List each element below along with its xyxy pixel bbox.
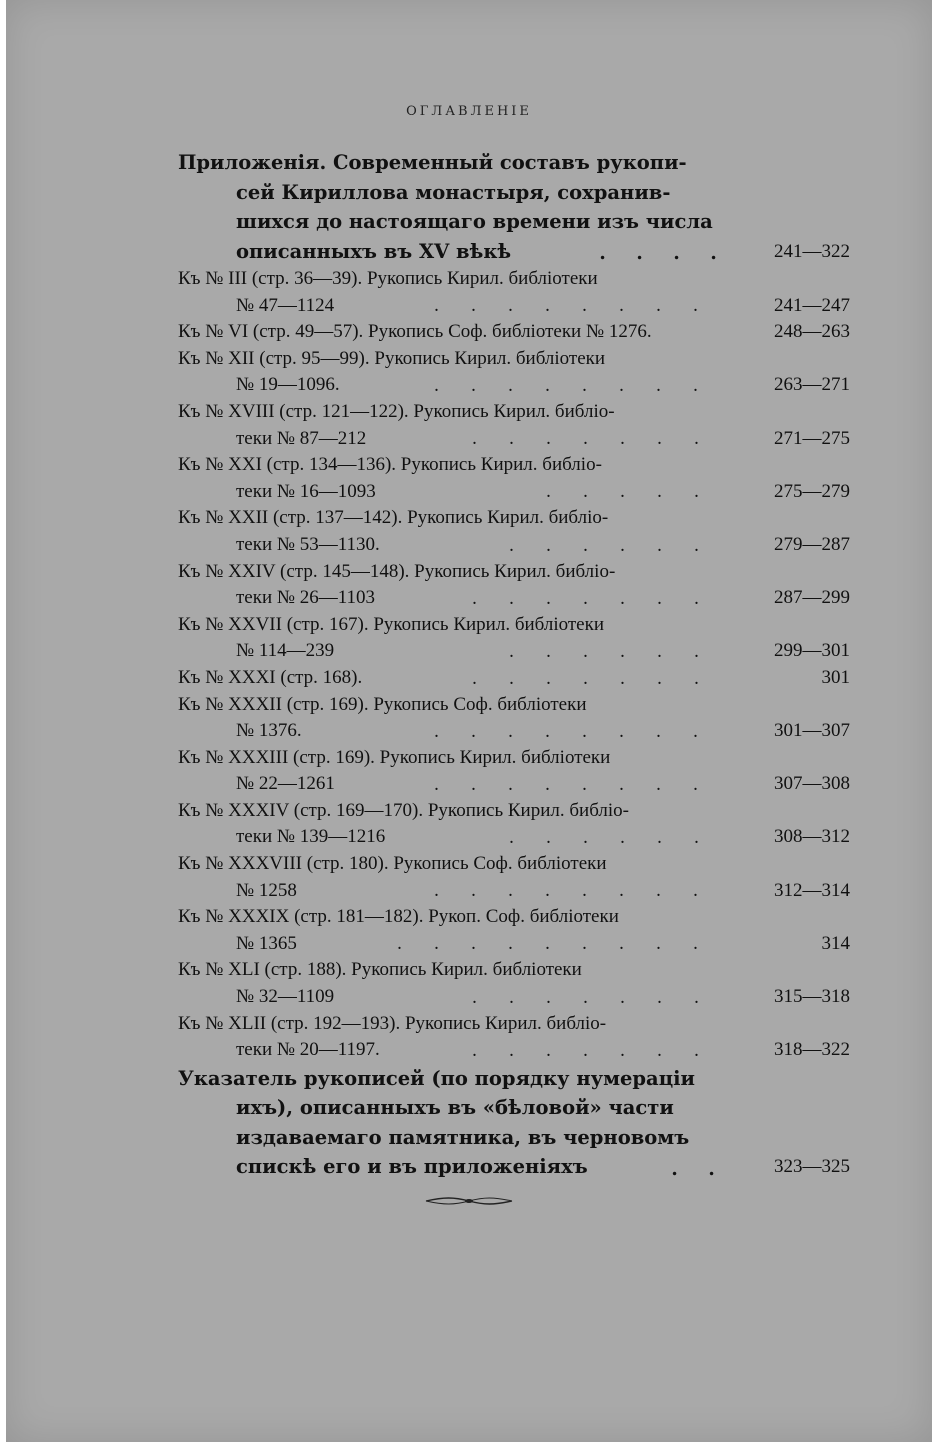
toc-line-text: Къ № XXXVIII (стр. 180). Рукопись Соф. библіотеки [178,853,607,875]
dot-leader: . . . . . [546,481,699,503]
toc-line-text: Къ № III (стр. 36—39). Рукопись Кирил. библіотеки [178,268,598,289]
toc-line [178,293,850,320]
toc-entry [178,1011,850,1064]
dot-leader: . . . . . . . . [434,720,698,742]
toc-line-text: теки № 20—1197. [236,1039,380,1061]
page-range: 279—287 [774,533,850,555]
toc-line [178,692,850,719]
toc-line-text: Къ № XXI (стр. 134—136). Рукопись Кирил. библіо- [178,454,602,476]
page-range: 308—312 [774,826,850,848]
toc-line-text: № 1365 [236,932,297,954]
toc-line-text: Къ № VI (стр. 49—57). Рукопись Соф. библіотеки № 1276. [178,321,652,343]
toc-line [178,638,850,665]
toc-line [178,346,850,373]
toc-line [178,148,850,178]
toc-line-text: спискѣ его и въ приложеніяхъ [236,1155,588,1179]
toc-line [178,1152,850,1182]
page-range: 307—308 [774,773,850,795]
toc-line [178,798,850,825]
toc-line [178,1064,850,1094]
dot-leader: . . . . . . . . [434,773,698,795]
page-range: 315—318 [774,986,850,1008]
toc-line-text: Приложенія. Современный составъ рукопи- [178,151,687,174]
page-range: 248—263 [774,321,850,343]
page-range: 263—271 [774,374,850,396]
toc-line-text: теки № 87—212 [236,427,367,449]
toc-line-text: Къ № XII (стр. 95—99). Рукопись Кирил. библіотеки [178,347,606,369]
toc-line [178,505,850,532]
toc-line-text: № 114—239 [236,640,335,662]
toc-line [178,771,850,798]
toc-entry [178,266,850,319]
page-range: 299—301 [774,640,850,662]
dot-leader: . . . . . . [509,640,699,662]
dot-leader: . . . . . . . . . [397,933,698,955]
page-range: 301 [821,666,850,688]
toc-line [178,984,850,1011]
toc-line [178,372,850,399]
toc-line-text: Къ № XXXIX (стр. 181—182). Рукоп. Соф. библіотеки [178,906,619,928]
toc-entry [178,851,850,904]
toc-line [178,904,850,931]
page-range: 241—247 [774,294,850,316]
toc-line [178,931,850,958]
toc-line-text: сей Кириллова монастыря, сохранив- [236,180,671,204]
toc-line-text: Указатель рукописей (по порядку нумераціи [178,1066,695,1090]
table-of-contents [178,148,850,1182]
toc-line-text: Къ № XXXI (стр. 168). [178,666,363,688]
toc-line-text: описанныхъ въ XV вѣкѣ [236,239,512,263]
page-range: 287—299 [774,587,850,609]
dot-leader: . . . . . . . [472,587,699,609]
dot-leader: . . . . [599,242,717,264]
dot-leader: . . . . . . [509,534,699,556]
dot-leader: . . . . . . [509,827,699,849]
toc-line [178,665,850,692]
dot-leader: . . . . . . . [472,1039,699,1061]
dot-leader: . . . . . . . [472,986,699,1008]
toc-line-text: теки № 26—1103 [236,587,376,609]
toc-line-text: Къ № XXVII (стр. 167). Рукопись Кирил. библіотеки [178,613,604,635]
toc-line [178,207,850,237]
toc-line [178,426,850,453]
toc-entry [178,745,850,798]
toc-entry [178,798,850,851]
toc-entry [178,559,850,612]
toc-line [178,851,850,878]
toc-entry [178,957,850,1010]
toc-line-text: Къ № XXXIV (стр. 169—170). Рукопись Кирил. библіо- [178,799,629,821]
toc-line-text: Къ № XXIV (стр. 145—148). Рукопись Кирил. библіо- [178,560,616,582]
toc-line [178,178,850,208]
toc-line-text: № 1376. [236,720,302,742]
page-range: 301—307 [774,720,850,742]
toc-line-text: ихъ), описанныхъ въ «бѣловой» части [236,1096,674,1120]
page-range: 314 [821,932,850,954]
toc-line [178,957,850,984]
toc-line-text: Къ № XLI (стр. 188). Рукопись Кирил. библіотеки [178,959,582,981]
toc-line [178,266,850,293]
toc-line-text: Къ № XLII (стр. 192—193). Рукопись Кирил. библіо- [178,1012,607,1034]
toc-line [178,824,850,851]
dot-leader: . . . . . . . [472,667,699,689]
toc-line [178,585,850,612]
toc-line [178,878,850,905]
toc-entry [178,346,850,399]
toc-entry [178,904,850,957]
ornament-divider [6,1192,932,1211]
toc-line-text: № 32—1109 [236,986,335,1008]
toc-line-text: теки № 139—1216 [236,826,386,848]
toc-line [178,1093,850,1123]
toc-line-text: шихся до настоящаго времени изъ числа [236,210,713,233]
toc-line [178,532,850,559]
page-range: 323—325 [774,1156,850,1178]
dot-leader: . . . . . . . [472,428,699,450]
toc-section-appendices [178,148,850,266]
dot-leader: . . [671,1157,715,1180]
dot-leader: . . . . . . . . [434,880,698,902]
toc-line [178,479,850,506]
toc-section-index [178,1064,850,1182]
page-range: 275—279 [774,480,850,502]
toc-line [178,452,850,479]
dot-leader: . . . . . . . . [434,295,698,317]
page-range: 241—322 [774,240,850,262]
toc-line [178,718,850,745]
toc-line-text: теки № 16—1093 [236,480,376,502]
toc-entry [178,399,850,452]
running-head: ОГЛАВЛЕНІЕ [406,104,532,119]
toc-line-text: Къ № XXXII (стр. 169). Рукопись Соф. библіотеки [178,693,587,715]
toc-line [178,399,850,426]
page-range: 312—314 [774,879,850,901]
toc-entry [178,505,850,558]
toc-line-text: Къ № XXXIII (стр. 169). Рукопись Кирил. библіотеки [178,746,611,768]
toc-line-text: Къ № XXII (стр. 137—142). Рукопись Кирил. библіо- [178,507,609,529]
toc-line-text: теки № 53—1130. [236,533,380,555]
toc-entry [178,319,850,346]
page-range: 271—275 [774,427,850,449]
toc-entry [178,452,850,505]
toc-line [178,1037,850,1064]
toc-entry [178,612,850,665]
page-range: 318—322 [774,1039,850,1061]
toc-line [178,237,850,267]
toc-line-text: № 47—1124 [236,294,335,316]
toc-line [178,559,850,586]
toc-line-text: № 19—1096. [236,374,340,396]
toc-line [178,1123,850,1153]
toc-line [178,1011,850,1038]
book-page [6,0,932,1442]
toc-line [178,319,850,346]
toc-line-text: № 22—1261 [236,773,335,795]
toc-entry [178,692,850,745]
toc-line-text: Къ № XVIII (стр. 121—122). Рукопись Кирил. библіо- [178,400,615,422]
dot-leader: . . . . . . . . [434,374,698,396]
toc-entry [178,665,850,692]
toc-line [178,612,850,639]
toc-line-text: издаваемаго памятника, въ черновомъ [236,1125,690,1149]
toc-line [178,745,850,772]
toc-line-text: № 1258 [236,879,297,901]
